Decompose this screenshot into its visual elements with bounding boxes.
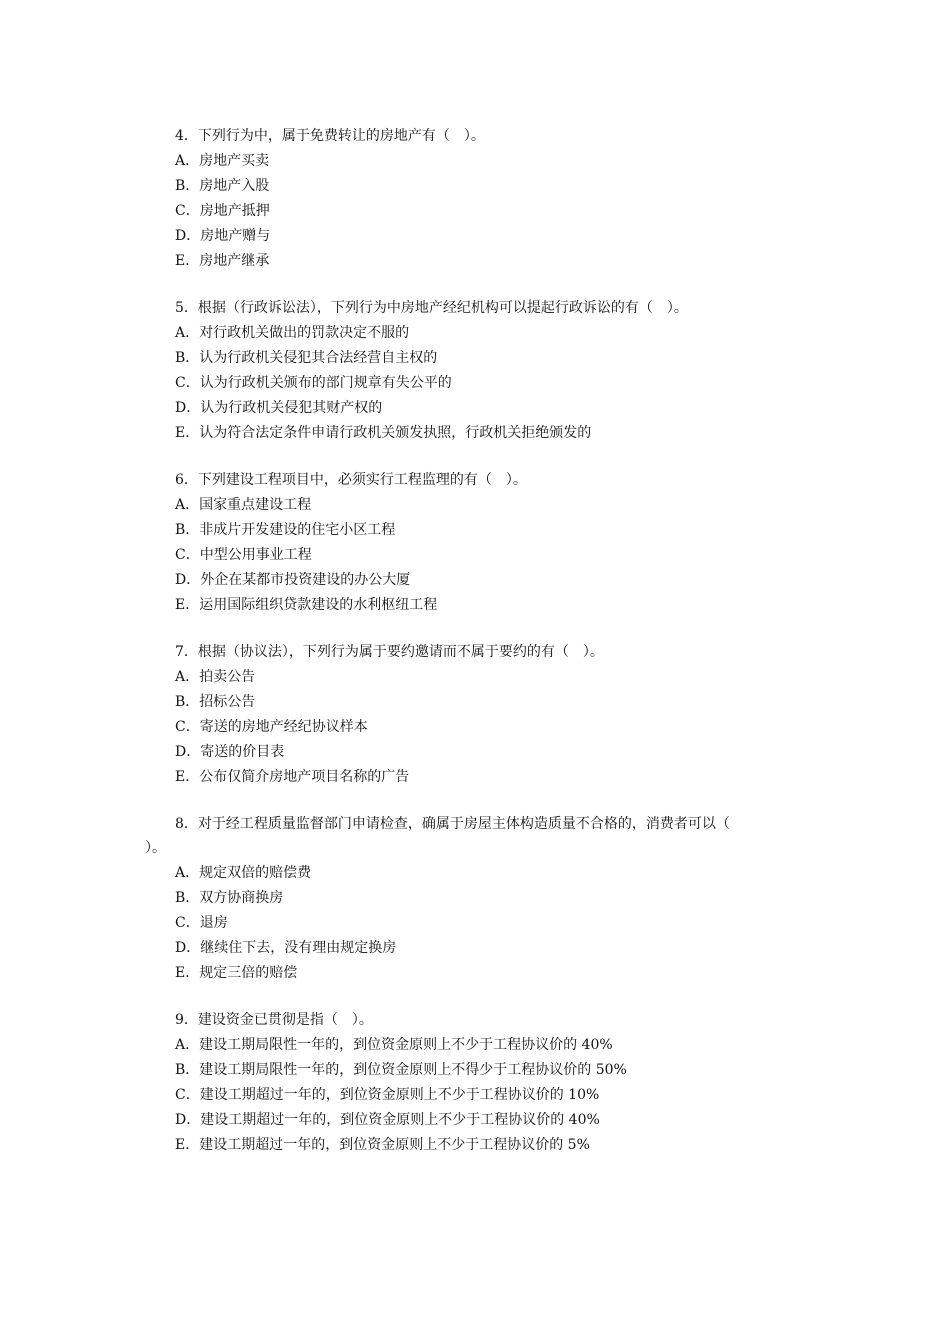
option-e: E．房地产继承 <box>175 253 270 269</box>
question-stem: 4．下列行为中，属于免费转让的房地产有（ ）。 <box>175 128 485 144</box>
question-stem: 7．根据（协议法），下列行为属于要约邀请而不属于要约的有（ ）。 <box>175 644 604 660</box>
option-c: C．退房 <box>175 915 228 931</box>
option-e: E．认为符合法定条件申请行政机关颁发执照，行政机关拒绝颁发的 <box>175 425 592 441</box>
option-a: A．对行政机关做出的罚款决定不服的 <box>175 325 410 341</box>
option-c: C．寄送的房地产经纪协议样本 <box>175 719 368 735</box>
option-e: E．运用国际组织贷款建设的水利枢纽工程 <box>175 597 438 613</box>
option-c: C．认为行政机关颁布的部门规章有失公平的 <box>175 375 452 391</box>
option-d: D．建设工期超过一年的，到位资金原则上不少于工程协议价的 40% <box>175 1112 600 1128</box>
option-d: D．寄送的价目表 <box>175 744 285 760</box>
option-e: E．建设工期超过一年的，到位资金原则上不少于工程协议价的 5% <box>175 1137 590 1153</box>
question-stem: 9．建设资金已贯彻是指（ ）。 <box>175 1012 373 1028</box>
question-stem: 6．下列建设工程项目中，必须实行工程监理的有（ ）。 <box>175 472 527 488</box>
option-b: B．非成片开发建设的住宅小区工程 <box>175 522 396 538</box>
option-a: A．房地产买卖 <box>175 153 270 169</box>
option-a: A．建设工期局限性一年的，到位资金原则上不少于工程协议价的 40% <box>175 1037 613 1053</box>
option-c: C．中型公用事业工程 <box>175 547 312 563</box>
question-stem: 5．根据（行政诉讼法），下列行为中房地产经纪机构可以提起行政诉讼的有（ ）。 <box>175 300 688 316</box>
option-a: A．国家重点建设工程 <box>175 497 312 513</box>
question-stem-continuation: ）。 <box>145 840 166 856</box>
option-b: B．认为行政机关侵犯其合法经营自主权的 <box>175 350 438 366</box>
option-a: A．拍卖公告 <box>175 669 256 685</box>
option-b: B．建设工期局限性一年的，到位资金原则上不得少于工程协议价的 50% <box>175 1062 627 1078</box>
option-e: E．公布仅简介房地产项目名称的广告 <box>175 769 410 785</box>
option-e: E．规定三倍的赔偿 <box>175 965 298 981</box>
option-d: D．房地产赠与 <box>175 228 271 244</box>
option-b: B．招标公告 <box>175 694 256 710</box>
option-d: D．继续住下去，没有理由规定换房 <box>175 940 397 956</box>
option-a: A．规定双倍的赔偿费 <box>175 865 312 881</box>
option-d: D．外企在某都市投资建设的办公大厦 <box>175 572 411 588</box>
option-b: B．双方协商换房 <box>175 890 284 906</box>
option-c: C．房地产抵押 <box>175 203 270 219</box>
question-stem: 8．对于经工程质量监督部门申请检查，确属于房屋主体构造质量不合格的，消费者可以（ <box>175 816 730 832</box>
option-c: C．建设工期超过一年的，到位资金原则上不少于工程协议价的 10% <box>175 1087 600 1103</box>
option-d: D．认为行政机关侵犯其财产权的 <box>175 400 383 416</box>
option-b: B．房地产入股 <box>175 178 270 194</box>
